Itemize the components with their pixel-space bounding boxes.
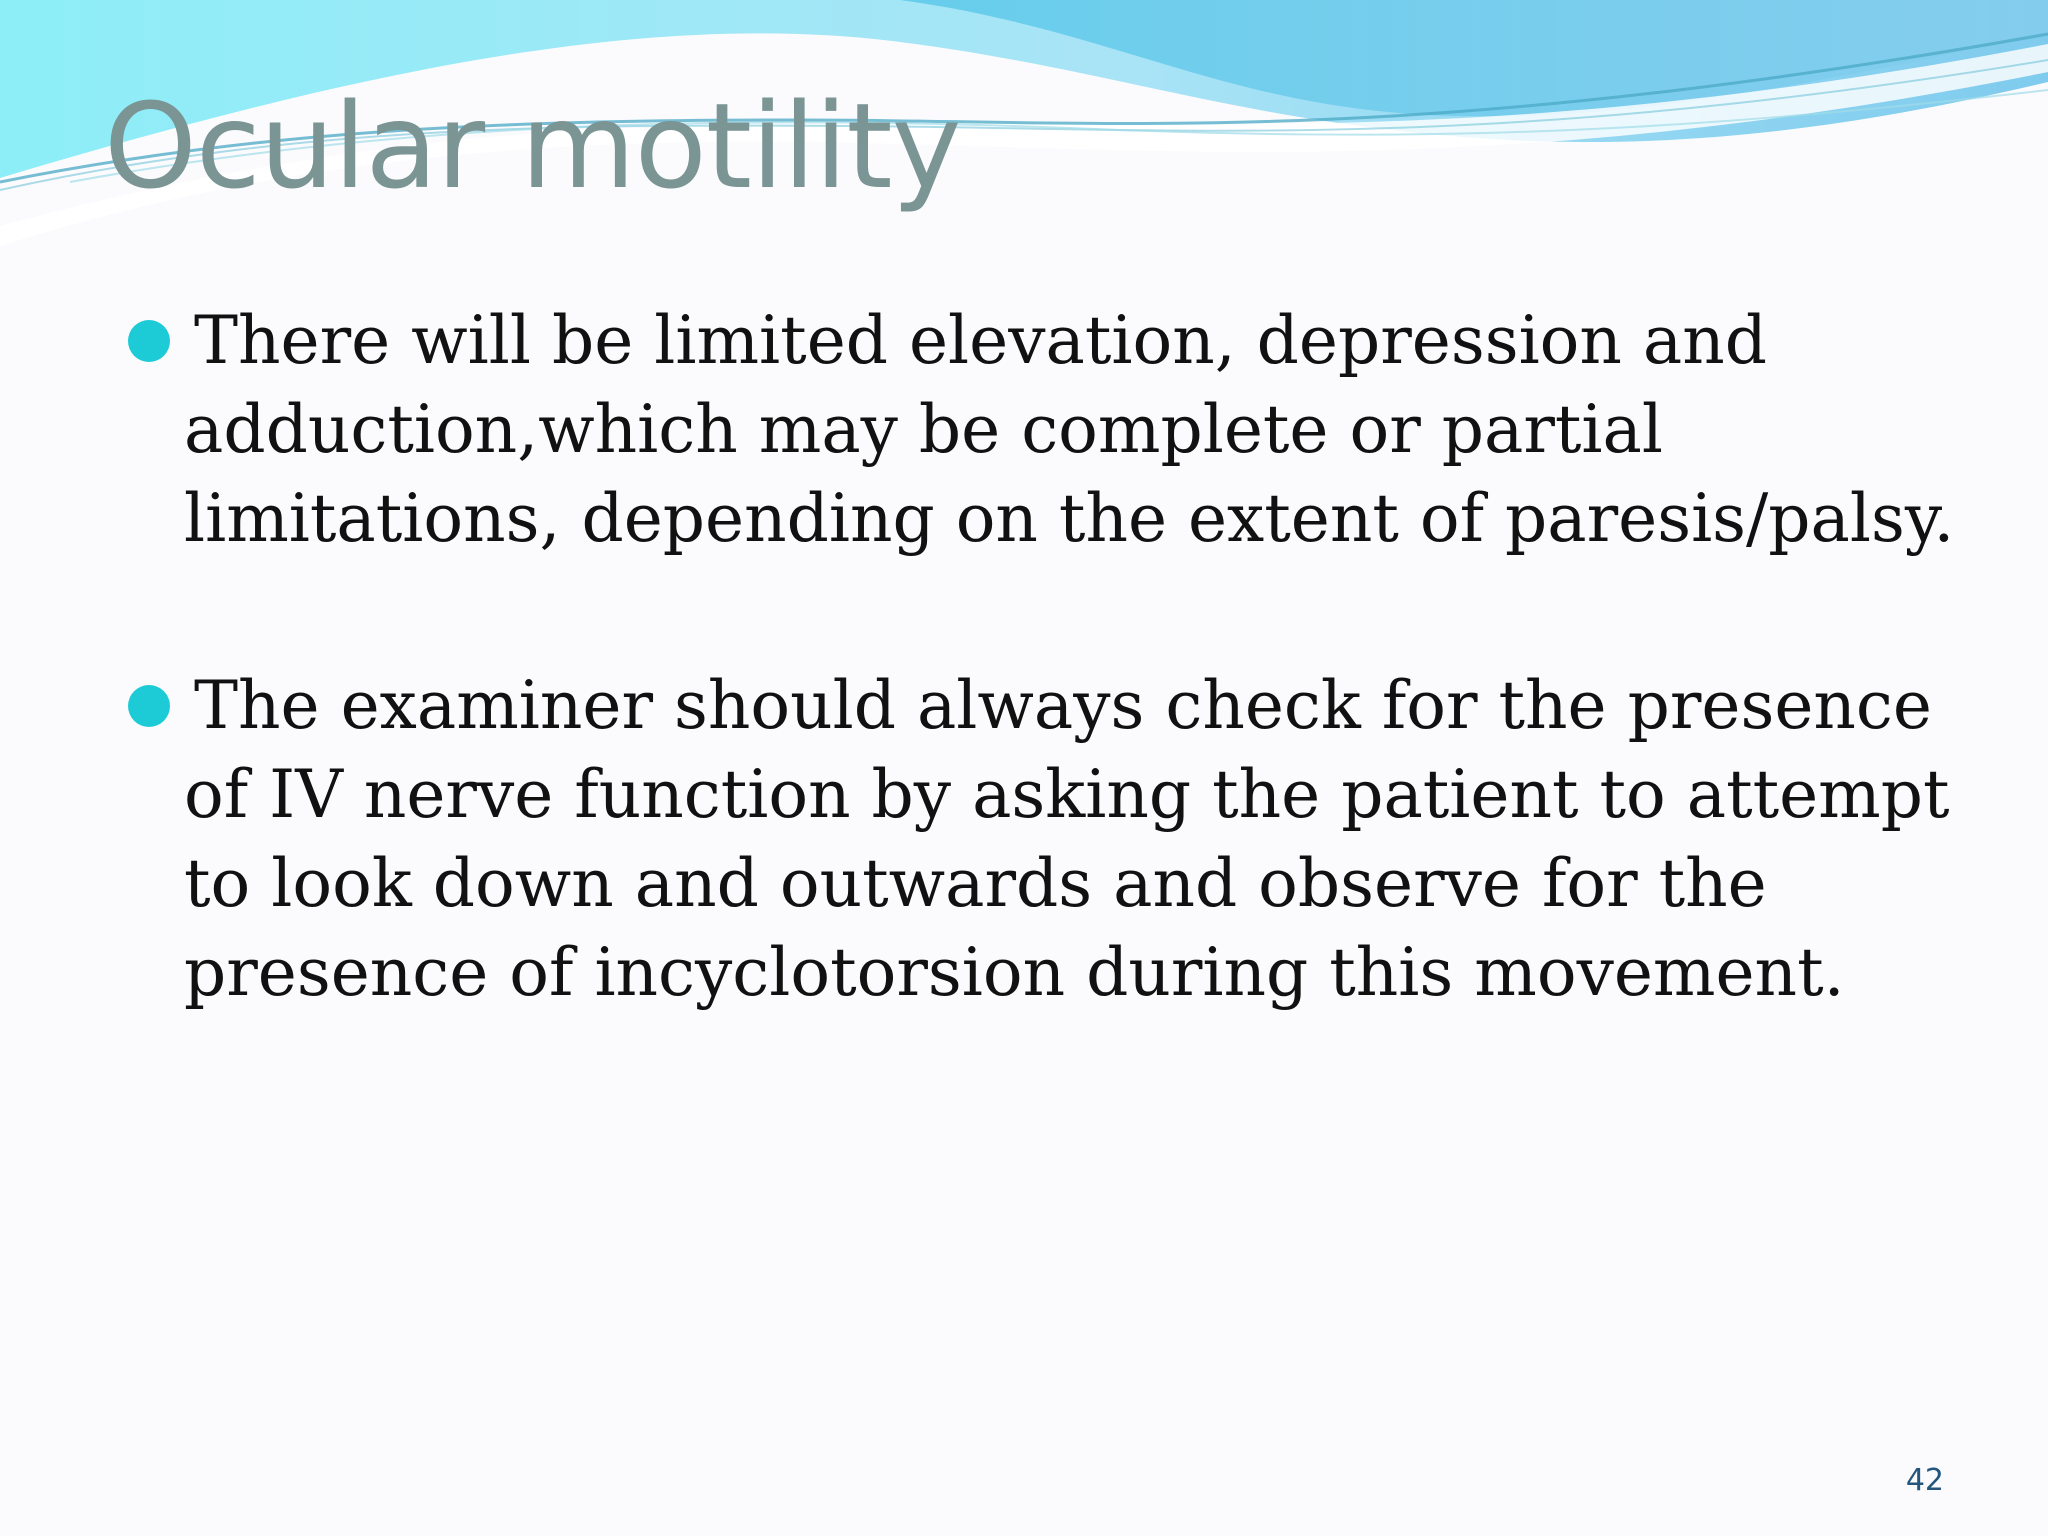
page-number: 42	[1905, 1463, 1944, 1498]
bullet-dot-icon	[128, 685, 170, 727]
slide-title: Ocular motility	[104, 77, 961, 215]
bullet-text: There will be limited elevation, depression and adduction,which may be complete or partial limitations, depending on the extent of paresis/palsy.	[184, 302, 1955, 557]
bullet-text: The examiner should always check for the presence of IV nerve function by asking the patient to attempt to look down and outwards and observe for the presence of incyclotorsion during this movement.	[184, 667, 1950, 1011]
bullet-list	[128, 296, 2008, 1115]
bullet-item	[128, 661, 2008, 1017]
bullet-item	[128, 296, 2008, 563]
bullet-dot-icon	[128, 320, 170, 362]
